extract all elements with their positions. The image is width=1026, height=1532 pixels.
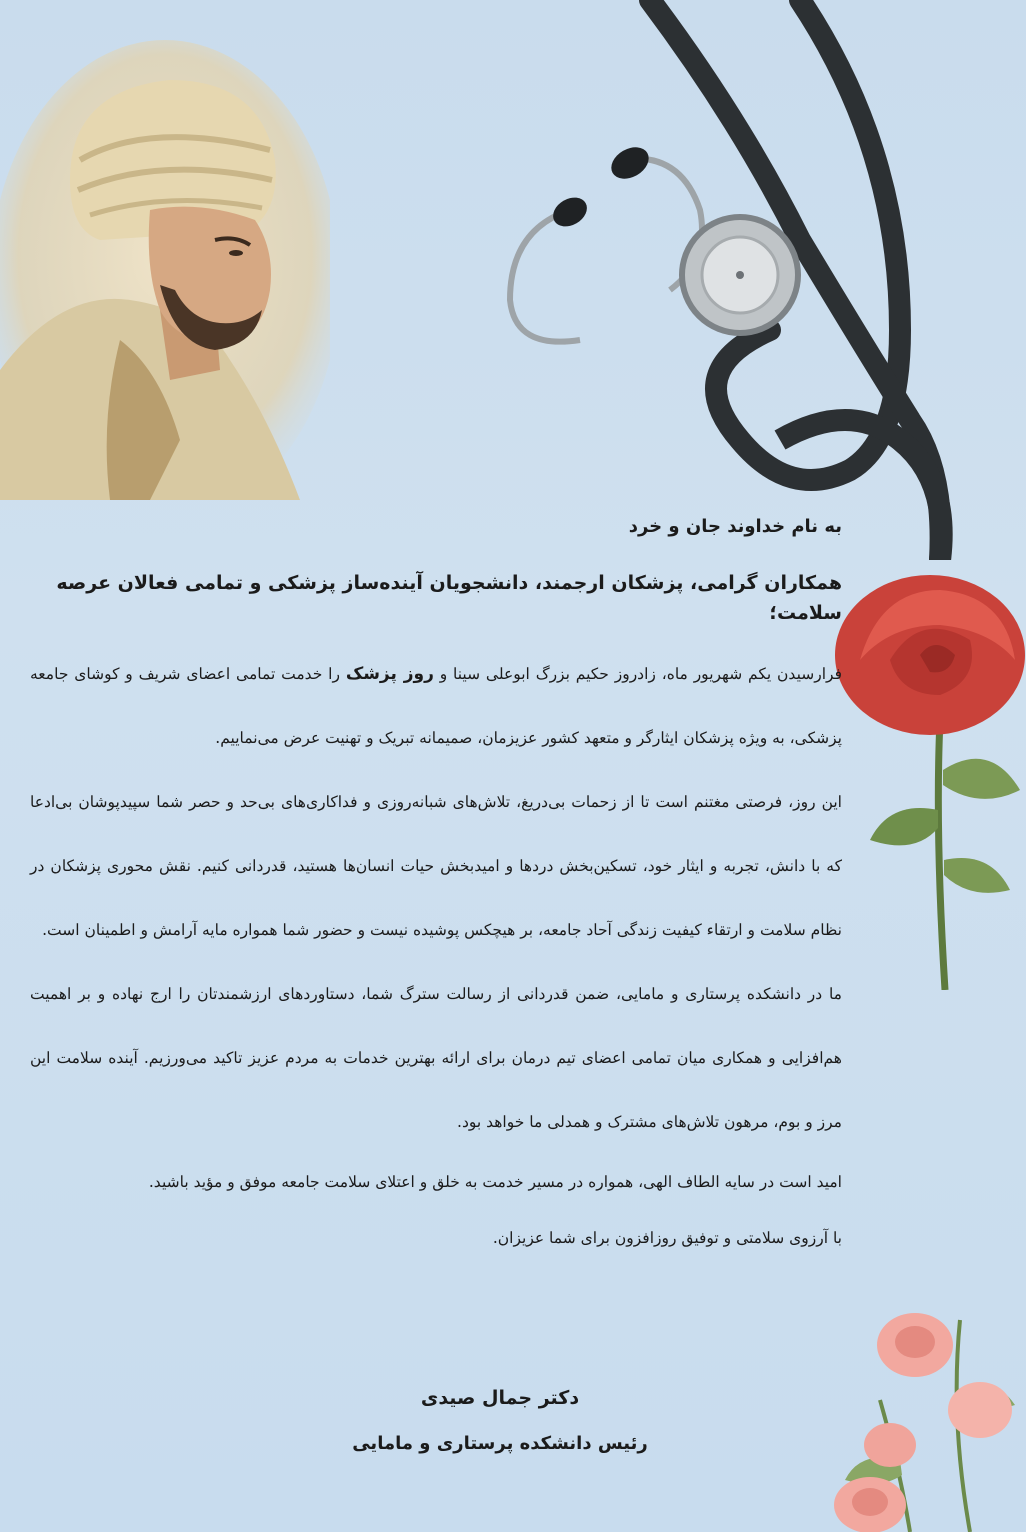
- doctors-day-highlight: روز پزشک: [345, 664, 434, 684]
- red-rose-image: [820, 570, 1026, 990]
- signature-block: [200, 1380, 800, 1462]
- greeting: به نام خداوند جان و خرد: [628, 516, 842, 537]
- paragraph-2: این روز، فرصتی مغتنم است تا از زحمات بی‌دریغ، تلاش‌های شبانه‌روزی و فداکاری‌های بی‌حد و حصر شما سپیدپوشان بی‌ادعا که با دانش، تجربه و ایثار خود، تسکین‌بخش دردها و امیدبخش حیات انسان‌ها هستید، قدردانی کنیم. نقش محوری پزشکان در نظام سلامت و ارتقاء کیفیت زندگی آحاد جامعه، بر هیچکس پوشیده نیست و حضور شما همواره مایه آرامش و اطمینان است.: [30, 793, 842, 939]
- paragraph-1-end: را خدمت تمامی اعضای شریف و کوشای جامعه پزشکی، به ویژه پزشکان ایثارگر و متعهد کشور عزیزمان، صمیمانه تبریک و تهنیت عرض می‌نماییم.: [30, 665, 842, 747]
- pink-roses-image: [820, 1280, 1026, 1532]
- paragraph-3: ما در دانشکده پرستاری و مامایی، ضمن قدردانی از رسالت سترگ شما، دستاوردهای ارزشمندتان را ارج نهاده و بر اهمیت هم‌افزایی و همکاری میان تمامی اعضای تیم درمان برای ارائه بهترین خدمات به مردم عزیز تاکید می‌ورزیم. آینده سلامت این مرز و بوم، مرهون تلاش‌های مشترک و همدلی ما خواهد بود.: [30, 985, 842, 1131]
- salutation: همکاران گرامی، پزشکان ارجمند، دانشجویان آینده‌ساز پزشکی و تمامی فعالان عرصه سلامت؛: [56, 572, 842, 624]
- paragraph-1: [30, 642, 842, 770]
- paragraph-1-start: فرارسیدن یکم شهریور ماه، زادروز حکیم بزرگ ابوعلی سینا و: [433, 665, 842, 683]
- paragraph-4: امید است در سایه الطاف الهی، همواره در مسیر خدمت به خلق و اعتلای سلامت جامعه موفق و مؤید باشید.: [148, 1173, 842, 1191]
- stethoscope-image: [470, 0, 1026, 560]
- signer-title: رئیس دانشکده پرستاری و مامایی: [352, 1433, 648, 1454]
- signer-name: دکتر جمال صیدی: [420, 1387, 580, 1409]
- paragraph-5: با آرزوی سلامتی و توفیق روزافزون برای شما عزیزان.: [492, 1229, 842, 1247]
- letter-body: [30, 512, 842, 1266]
- avicenna-portrait-image: [0, 40, 330, 500]
